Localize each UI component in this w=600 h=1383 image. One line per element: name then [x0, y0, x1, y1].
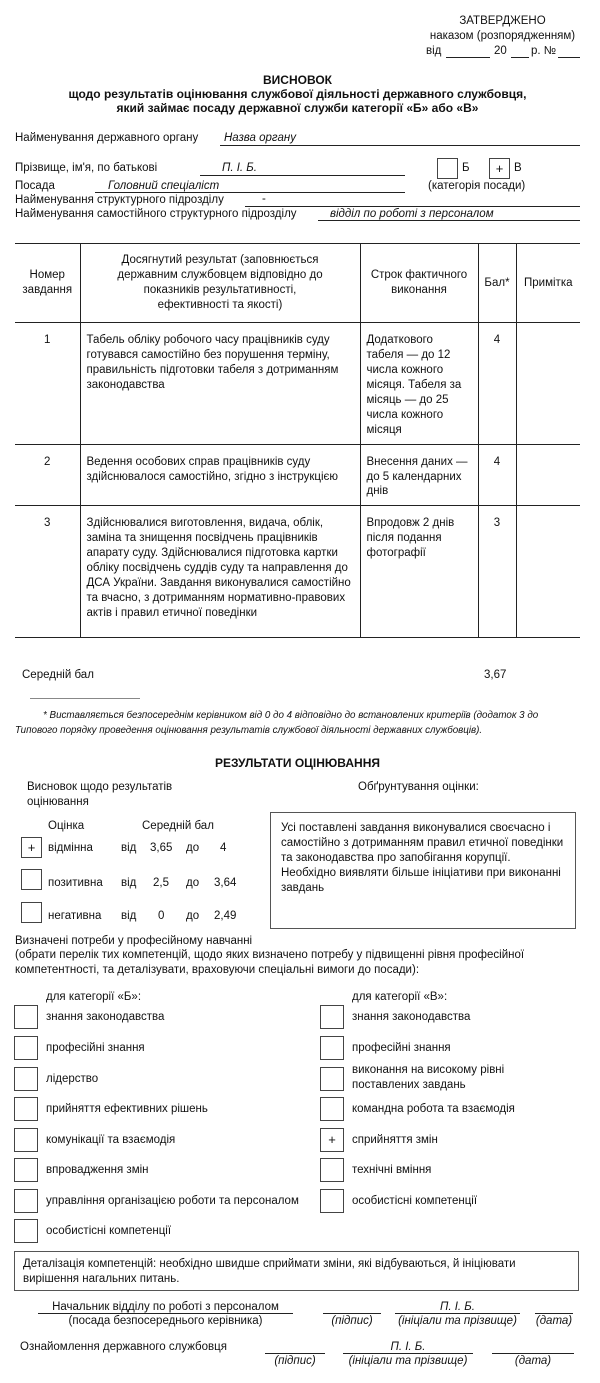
approval-year: 20	[494, 44, 507, 57]
competency-label: особистісні компетенції	[352, 1195, 478, 1207]
training-title: Визначені потреби у професійному навчанні	[15, 935, 253, 947]
approval-title: ЗАТВЕРДЖЕНО	[459, 15, 546, 27]
competency-label: виконання на високому рівні поставлених завдань	[352, 1064, 505, 1091]
justification-text: Усі поставлені завдання виконувалися своєчасно і самостійно з дотриманням правил етичної поведінки та законодавства про запобігання корупції. Необхідно виявляти більше ініціативи при виконанні завдань	[281, 822, 564, 894]
head-date-caption: (дата)	[535, 1315, 573, 1327]
footnote: * Виставляється безпосереднім керівником від 0 до 4 відповідно до встановлених критеріїв (додаток 3 до Типового порядку проведення оцінювання результатів службової діяльності державних службовців).	[15, 710, 539, 736]
row-score[interactable]: 4	[478, 444, 516, 506]
competency-label: професійні знання	[352, 1042, 451, 1054]
category-v-title: для категорії «В»:	[352, 991, 448, 1003]
average-value: 3,67	[484, 669, 507, 681]
employee-signature-caption: (підпис)	[274, 1355, 316, 1367]
row-term[interactable]: Внесення даних — до 5 календарних днів	[360, 444, 478, 506]
grade-column-title: Оцінка	[48, 820, 85, 832]
competency-checkbox[interactable]	[320, 1067, 344, 1091]
employee-date-caption: (дата)	[514, 1355, 552, 1367]
average-column-title: Середній бал	[142, 820, 214, 832]
independent-subunit-value[interactable]: відділ по роботі з персоналом	[330, 208, 494, 220]
competency-label: особистісні компетенції	[46, 1225, 172, 1237]
header-number: Номер завдання	[22, 269, 73, 296]
row-term[interactable]: Додаткового табеля — до 12 числа кожного місяця. Табеля за місяць — до 25 числа кожного місяця	[360, 323, 478, 445]
row-note[interactable]	[516, 444, 580, 506]
grade-high: 3,64	[214, 877, 237, 889]
row-result[interactable]: Табель обліку робочого часу працівників суду готувався самостійно без порушення терміну, правильність підготовки табеля з дотриманням законодавства	[80, 323, 360, 445]
grade-from: від	[121, 842, 137, 854]
header-score: Бал*	[478, 244, 516, 323]
competency-checkbox[interactable]	[14, 1189, 38, 1213]
doc-title: ВИСНОВОК	[263, 73, 332, 87]
competency-label: технічні вміння	[352, 1164, 432, 1176]
grade-excellent-checkbox[interactable]: +	[21, 837, 42, 858]
competency-checkbox[interactable]	[320, 1097, 344, 1121]
row-number: 1	[44, 334, 51, 346]
org-value[interactable]: Назва органу	[224, 132, 296, 144]
competency-checkbox[interactable]	[320, 1005, 344, 1029]
grade-low: 0	[158, 910, 165, 922]
competency-label: знання законодавства	[46, 1011, 165, 1023]
justification-box[interactable]	[270, 812, 576, 929]
competency-label: комунікації та взаємодія	[46, 1134, 176, 1146]
subunit-label: Найменування структурного підрозділу	[15, 194, 224, 206]
doc-subtitle-1: щодо результатів оцінювання службової діяльності державного службовця,	[68, 87, 527, 101]
subunit-value[interactable]: -	[262, 193, 266, 205]
conclusion-label: Висновок щодо результатів оцінювання	[27, 781, 173, 808]
table-row	[15, 323, 580, 445]
competency-checkbox[interactable]	[320, 1189, 344, 1213]
competency-checkbox[interactable]	[14, 1005, 38, 1029]
head-name[interactable]: П. І. Б.	[440, 1301, 475, 1313]
row-score[interactable]: 4	[478, 323, 516, 445]
row-number: 3	[44, 517, 51, 530]
employee-name[interactable]: П. І. Б.	[390, 1341, 426, 1353]
row-number: 2	[44, 455, 51, 468]
grade-to: до	[186, 842, 200, 854]
doc-subtitle-2: який займає посаду державної служби категорії «Б» або «В»	[116, 101, 479, 115]
results-title: РЕЗУЛЬТАТИ ОЦІНЮВАННЯ	[214, 756, 380, 770]
competency-label: знання законодавства	[352, 1011, 471, 1023]
table-row	[15, 444, 580, 506]
competency-checkbox[interactable]	[14, 1219, 38, 1243]
grade-name: негативна	[48, 910, 102, 922]
grade-to: до	[186, 877, 200, 889]
category-v-checkbox[interactable]: +	[489, 158, 510, 179]
head-position-caption: (посада безпосереднього керівника)	[68, 1315, 263, 1327]
competency-checkbox[interactable]	[14, 1097, 38, 1121]
grade-name: відмінна	[48, 842, 93, 854]
competency-checkbox[interactable]	[14, 1128, 38, 1152]
grade-negative-checkbox[interactable]	[21, 902, 42, 923]
competency-label: лідерство	[46, 1073, 99, 1085]
grade-from: від	[121, 910, 137, 922]
header-term: Строк фактичного виконання	[360, 244, 478, 323]
competency-details-box[interactable]	[14, 1251, 579, 1291]
grade-high: 4	[220, 842, 227, 854]
competency-label: впровадження змін	[46, 1164, 149, 1176]
justification-label: Обґрунтування оцінки:	[358, 781, 479, 793]
competency-label: прийняття ефективних рішень	[46, 1103, 208, 1115]
table-row	[15, 506, 580, 638]
table-header-row	[15, 244, 580, 323]
row-result[interactable]: Ведення особових справ працівників суду здійснювалося самостійно, згідно з інструкцією	[80, 444, 360, 506]
competency-label: професійні знання	[46, 1042, 145, 1054]
approval-block	[420, 14, 585, 60]
category-v-label: В	[514, 162, 522, 174]
average-label: Середній бал	[22, 669, 94, 681]
org-label: Найменування державного органу	[15, 132, 199, 144]
category-b-label: Б	[462, 162, 470, 174]
acknowledgement-label: Ознайомлення державного службовця	[20, 1341, 227, 1353]
row-term[interactable]: Впродовж 2 днів після подання фотографії	[360, 506, 478, 638]
row-score[interactable]: 3	[478, 506, 516, 638]
competency-label: сприйняття змін	[352, 1134, 438, 1146]
independent-subunit-label: Найменування самостійного структурного підрозділу	[15, 208, 297, 220]
competency-label: командна робота та взаємодія	[352, 1103, 515, 1115]
training-subtitle: (обрати перелік тих компетенцій, щодо яких визначено потребу у підвищенні рівня професійної компетентності, та деталізувати, враховуючи спеціальні вимоги до посади):	[15, 949, 525, 976]
grade-low: 2,5	[153, 877, 169, 889]
header-note: Примітка	[516, 244, 580, 323]
approval-from: від	[426, 44, 442, 57]
competency-checkbox[interactable]	[320, 1158, 344, 1182]
category-b-title: для категорії «Б»:	[46, 991, 142, 1003]
row-note[interactable]	[516, 506, 580, 638]
results-table	[15, 243, 580, 638]
competency-label: управління організацією роботи та персоналом	[46, 1195, 299, 1207]
doc-heading	[15, 73, 580, 115]
grade-name: позитивна	[48, 877, 103, 889]
grade-positive-checkbox[interactable]	[21, 869, 42, 890]
competency-checkbox[interactable]: +	[320, 1128, 344, 1152]
competency-checkbox[interactable]	[14, 1158, 38, 1182]
competency-checkbox[interactable]	[14, 1067, 38, 1091]
employee-name-caption: (ініціали та прізвище)	[348, 1355, 468, 1367]
name-value[interactable]: П. І. Б.	[222, 162, 257, 174]
competency-details-text: Деталізація компетенцій: необхідно швидше сприймати зміни, які відбуваються, й ініціювати вирішення нагальних питань.	[23, 1258, 516, 1285]
position-label: Посада	[15, 180, 55, 192]
row-result[interactable]: Здійснювалися виготовлення, видача, облік, заміна та знищення посвідчень працівників апарату суду. Здійснювалися підготовка картки обліку посвідчень суддів суду та направлення до ДСА України. Завдання виконувалися самостійно та вчасно, з дотриманням нормативно-правових актів і правил етичної поведінки	[80, 506, 360, 638]
approval-number: р. №	[531, 44, 557, 57]
head-signature-caption: (підпис)	[331, 1315, 373, 1327]
name-label: Прізвище, ім'я, по батькові	[15, 162, 158, 174]
head-position: Начальник відділу по роботі з персоналом	[52, 1301, 279, 1313]
grade-to: до	[186, 910, 200, 922]
position-value[interactable]: Головний спеціаліст	[108, 180, 220, 192]
grade-from: від	[121, 877, 137, 889]
competency-checkbox[interactable]	[14, 1036, 38, 1060]
approval-order: наказом (розпорядженням)	[429, 29, 576, 42]
head-name-caption: (ініціали та прізвище)	[398, 1315, 517, 1327]
category-caption: (категорія посади)	[428, 180, 526, 192]
row-note[interactable]	[516, 323, 580, 445]
header-result: Досягнутий результат (заповнюється державним службовцем відповідно до показників результативності, ефективності та якості)	[80, 244, 360, 323]
grade-high: 2,49	[214, 910, 237, 922]
grade-low: 3,65	[150, 842, 173, 854]
competency-checkbox[interactable]	[320, 1036, 344, 1060]
category-b-checkbox[interactable]	[437, 158, 458, 179]
